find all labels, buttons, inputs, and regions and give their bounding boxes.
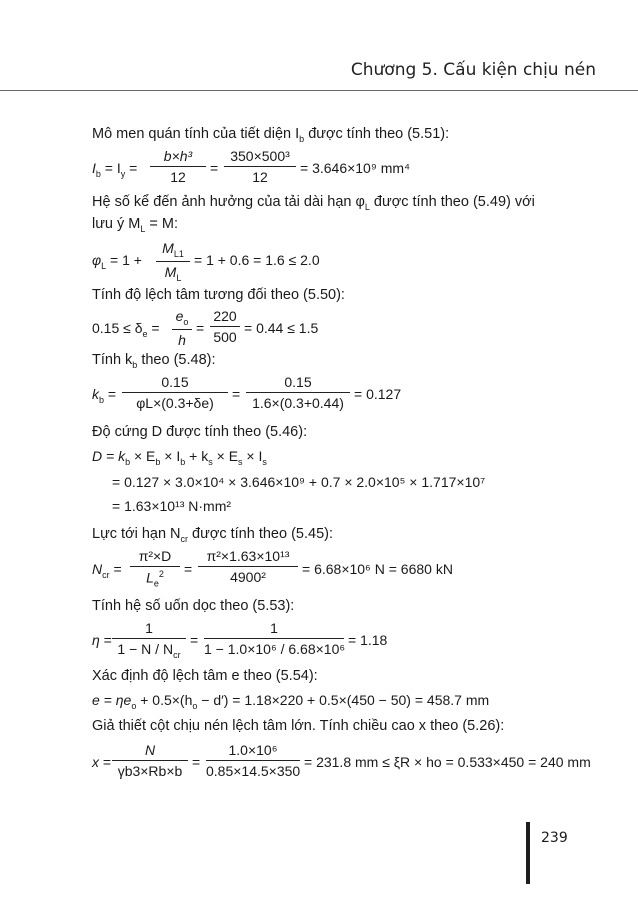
text-x-intro: Giả thiết cột chịu nén lệch tâm lớn. Tính chiều cao x theo (5.26): (92, 718, 505, 734)
equation-d-line3: = 1.63×10¹³ N·mm² (112, 498, 232, 514)
text-eta-intro: Tính hệ số uốn dọc theo (5.53): (92, 598, 295, 614)
equation-delta: $0.15 \le \delta_e$ = $\frac{e_o}{h}$ = $\frac{220}{500}$ = 0.44 ≤ 1.5 (92, 308, 319, 348)
equation-d-line1: $D = k_b \times E_b \times I_b + k_s \times E_s \times I_s$ (92, 448, 267, 467)
text-kb-intro: Tính $k_b$ theo (5.48): (92, 352, 216, 370)
equation-phi: $\varphi_L = 1$ + $\frac{M_{L1}}{M_L}$ = 1 + 0.6 = 1.6 ≤ 2.0 (92, 240, 320, 283)
text-e-intro: Xác định độ lệch tâm e theo (5.54): (92, 668, 318, 684)
text-ncr-intro: Lực tới hạn $N_{cr}$ được tính theo (5.45): (92, 526, 333, 544)
equation-kb: $k_b$ = $\frac{0.15}{\varphi L\times(0.3+\delta e)}$ = $\frac{0.15}{1.6\times(0.3+0.44)}$ = 0.127 (92, 374, 402, 411)
header-rule (0, 90, 638, 91)
text-delta-intro: Tính độ lệch tâm tương đối theo (5.50): (92, 287, 345, 303)
text-phi-note: lưu ý $M_L = M$: (92, 216, 179, 234)
equation-d-line2: = 0.127 × 3.0×10⁴ × 3.646×10⁹ + 0.7 × 2.0×10⁵ × 1.717×10⁷ (112, 474, 486, 490)
equation-inertia: $I_b = I_y$ = $\frac{\text{b×h³}}{12}$ = $\frac{\text{350×500³}}{12}$ = 3.646×10⁹ mm⁴ (92, 148, 411, 185)
text-d-intro: Độ cứng D được tính theo (5.46): (92, 424, 308, 440)
equation-eta: η = 1 $1 - N / N_{cr}$ = $\frac{1}{\text{1 − 1.0×10⁶ / 6.68×10⁶}}$ = 1.18 (92, 620, 388, 660)
equation-e: $e = \eta e_o + 0.5\times(h_o - d') = 1.18\times 220 + 0.5\times(450 - 50) = 458.7$ mm (92, 692, 490, 711)
equation-ncr: $N_{cr}$ = $\frac{\text{π²×D}}{L_e^2}$ = $\frac{\text{π²×1.63×10¹³}}{\text{4900²}}$ = 6.68×10⁶ N = 6680 kN (92, 548, 453, 589)
text-inertia-intro: Mô men quán tính của tiết diện $I_b$ được tính theo (5.51): (92, 126, 450, 144)
chapter-header: Chương 5. Cấu kiện chịu nén (350, 60, 596, 80)
equation-x: x = $\frac{N}{\gamma b3\times Rb\times b}$ = $\frac{\text{1.0×10⁶}}{0.85\times 14.5\times 350}$ = 231.8 mm ≤ ξR × ho = 0.533×450 = 240 mm (92, 742, 591, 779)
page-number-bar (526, 822, 530, 884)
text-phi-intro: Hệ số kể đến ảnh hưởng của tải dài hạn $\varphi_L$ được tính theo (5.49) với (92, 194, 535, 212)
page-number: 239 (541, 830, 568, 846)
